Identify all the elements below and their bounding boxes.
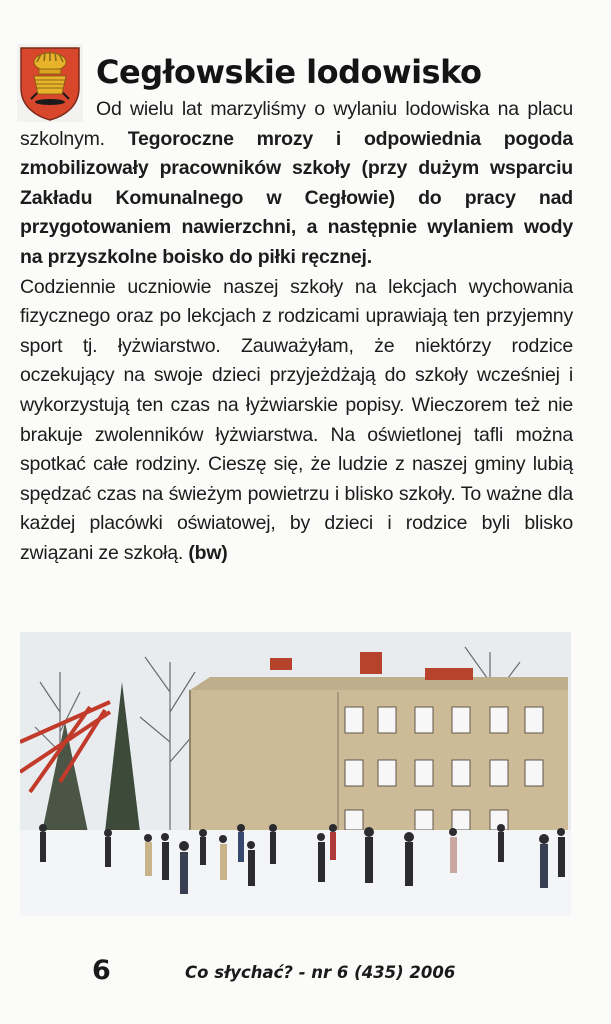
page-number: 6 (92, 955, 111, 986)
article-paragraph-2-text: Codziennie uczniowie naszej szkoły na lekcjach wychowania fizycznego oraz po lekcjach z rodzicami uprawiają ten przyjemny sport tj. łyżwiarstwo. Zauważyłam, że niektórzy rodzice oczekujący na swoje dzieci przyjeżdżają do szkoły wcześniej i wykorzystują ten czas na łyżwiarskie popisy. Wieczorem też nie brakuje zwolenników łyżwiarstwa. Na oświetlonej tafli można spotkać całe rodziny. Cieszę się, że ludzie z naszej gminy lubią spędzać czas na świeżym powietrzu i blisko szkoły. To ważne dla każdej placówki oświatowej, by dzieci i rodzice byli blisko związani ze szkołą. (20, 275, 573, 564)
article-title: Cegłowskie lodowisko (96, 53, 482, 91)
school-ice-rink-photo (20, 632, 571, 916)
article-paragraph-2 (20, 276, 573, 564)
article-intro-bold: Tegoroczne mrozy i odpowiednia pogoda zmobilizowały pracowników szkoły (przy dużym wsparciu Zakładu Komunalnego w Cegłowie) do pracy nad przygotowaniem nawierzchni, a następnie wylaniem wody na przyszkolne boisko do piłki ręcznej. (20, 127, 573, 268)
article-intro-normal: Od wielu lat marzyliśmy o wylaniu lodowiska na placu szkolnym. (20, 98, 573, 150)
article-body (20, 95, 573, 569)
article-paragraph-1 (20, 95, 573, 273)
article-signature: (bw) (188, 541, 228, 564)
publication-footer: Co słychać? - nr 6 (435) 2006 (185, 963, 456, 982)
